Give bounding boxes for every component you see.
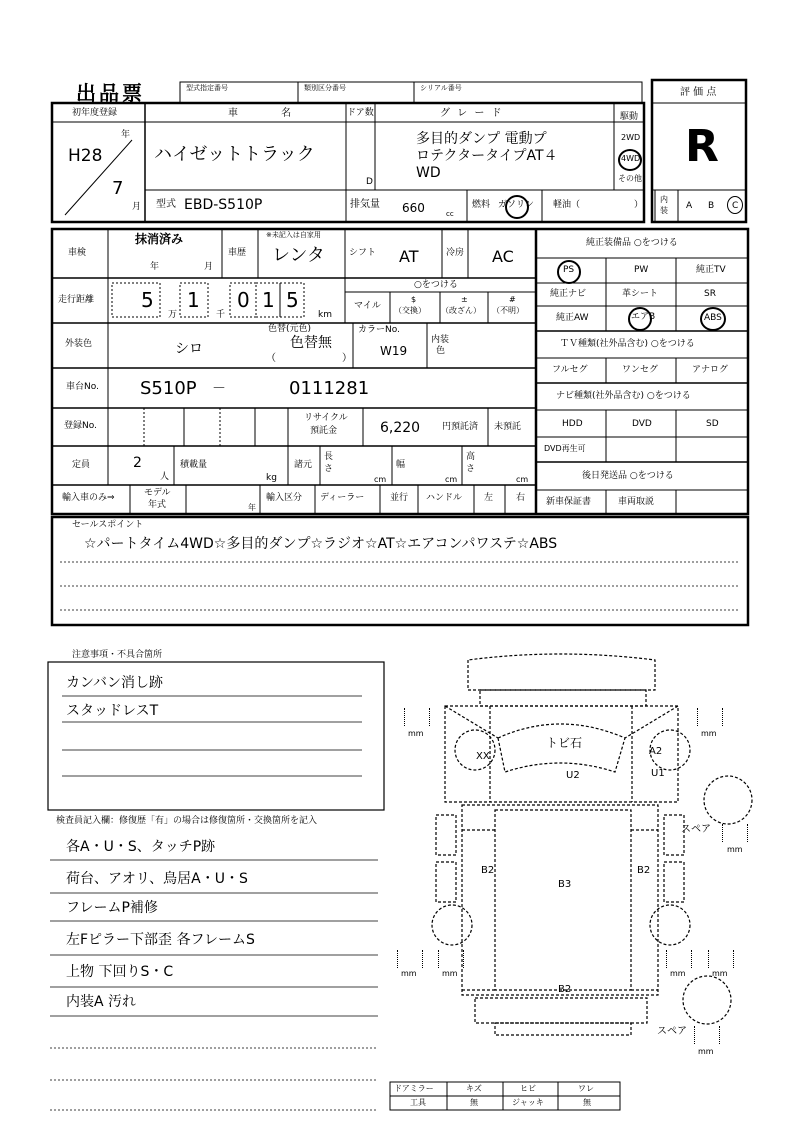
mileage-unit-man: 万 <box>168 310 178 320</box>
mileage-digit-4: 1 <box>262 288 275 312</box>
handle-right: 右 <box>516 493 526 503</box>
mileage-digit-2: 1 <box>187 288 200 312</box>
model-value: EBD-S510P <box>184 197 263 213</box>
equip-ps-circle <box>557 260 581 284</box>
mileage-altered: （改ざん） <box>441 306 481 315</box>
mileage-digit-3: 0 <box>237 288 250 312</box>
mileage-unit-km: km <box>318 310 332 320</box>
interior-c-circle <box>727 196 743 214</box>
height-unit: cm <box>516 475 529 484</box>
inspector-line-4: 左Fピラー下部歪 各フレームS <box>66 932 255 948</box>
acc-tool-label: 工具 <box>410 1098 426 1107</box>
capacity-value: 2 <box>133 455 142 471</box>
cooler-label: 冷房 <box>446 248 465 258</box>
mileage-circle-note: ○をつける <box>414 280 458 290</box>
paren-open: （ <box>266 353 276 364</box>
mm-rr1: mm <box>670 969 686 978</box>
spare-label-1: スペア <box>681 824 711 835</box>
mm-fl: mm <box>408 729 424 738</box>
chassis-number: 0111281 <box>289 378 370 399</box>
mm-rr2: mm <box>712 969 728 978</box>
fuel-label: 燃料 <box>472 200 491 210</box>
length-label-2: さ <box>324 464 334 474</box>
diagram-b3-label: B3 <box>558 879 572 890</box>
mileage-exchanged-mark: $ <box>411 295 417 304</box>
equip-airbag: エアB <box>631 312 656 322</box>
height-label-2: さ <box>466 464 476 474</box>
recycle-label-2: 預託金 <box>310 426 338 436</box>
import-parallel: 並行 <box>390 493 409 503</box>
equip-sr: SR <box>704 289 716 299</box>
equipment-title: 純正装備品 ○をつける <box>586 238 678 248</box>
dims-label: 諸元 <box>294 460 313 470</box>
sales-point-text: ☆パートタイム4WD☆多目的ダンプ☆ラジオ☆AT☆エアコンパワステ☆ABS <box>84 536 558 552</box>
handle-label: ハンドル <box>426 493 463 503</box>
chassis-prefix: S510P <box>140 378 197 399</box>
mm-box-rl2 <box>438 950 464 968</box>
grade-line2: ロテクタータイプAT４ <box>416 148 558 164</box>
diagram-xx-label: XX <box>476 751 490 762</box>
doors-unit: D <box>366 177 373 187</box>
mileage-digit-5: 5 <box>286 288 299 312</box>
diagram-b2-right-label: B2 <box>637 865 651 876</box>
mm-box-rl1 <box>397 950 423 968</box>
shift-value: AT <box>399 247 419 266</box>
score-value: R <box>685 121 719 172</box>
tv-oneseg: ワンセグ <box>622 365 659 375</box>
shift-label: シフト <box>349 248 377 258</box>
recycle-unit: 円預託済 <box>442 422 479 432</box>
mm-box-rr1 <box>666 950 692 968</box>
later-manual: 車両取説 <box>618 497 655 507</box>
mileage-altered-mark: ± <box>461 295 468 304</box>
shaken-value: 抹消済み <box>135 232 184 246</box>
class-label: 類別区分番号 <box>304 84 346 92</box>
tv-fullseg: フルセグ <box>552 365 588 375</box>
mileage-label: 走行距離 <box>58 295 95 305</box>
fuel-close: ） <box>634 200 644 210</box>
inspector-label: 検査員記入欄：修復歴「有」の場合は修復箇所・交換箇所を記入 <box>56 816 318 826</box>
exterior-color: シロ <box>175 341 203 357</box>
shaken-month-unit: 月 <box>204 262 214 272</box>
import-dealer: ディーラー <box>320 493 365 503</box>
diagram-windshield-label: トビ石 <box>546 736 583 750</box>
interior-a: A <box>686 201 693 211</box>
shaken-label: 車検 <box>68 248 87 258</box>
handle-left: 左 <box>484 493 494 503</box>
mm-spare1: mm <box>727 845 743 854</box>
color-no-label: カラーNo. <box>358 325 400 335</box>
car-name-label: 車 名 <box>228 108 312 119</box>
interior-label: 内 <box>660 195 668 204</box>
interior-color-label-2: 色 <box>436 346 446 356</box>
fuel-diesel: 軽油（ <box>553 200 581 210</box>
mm-box-fr <box>697 708 723 726</box>
model-label: 型式 <box>156 199 176 210</box>
exterior-label: 外装色 <box>65 339 93 349</box>
model-year-label: モデル <box>144 488 171 498</box>
mm-fr: mm <box>701 729 717 738</box>
diagram-u2-label: U2 <box>566 770 580 781</box>
sales-point-label: セールスポイント <box>72 520 144 530</box>
car-name: ハイゼットトラック <box>154 144 315 165</box>
interior-b: B <box>708 201 715 211</box>
equip-tv: 純正TV <box>696 265 726 275</box>
mileage-miles: マイル <box>354 301 381 311</box>
grade-label: グ レ ー ド <box>440 108 504 119</box>
grade-line3: WD <box>416 165 441 181</box>
history-label: 車歴 <box>228 248 247 258</box>
recycle-label: リサイクル <box>304 413 348 423</box>
mileage-unit-sen: 千 <box>216 310 226 320</box>
diagram-a2-label: A2 <box>649 746 663 757</box>
capacity-unit: 人 <box>160 472 170 482</box>
repaint-value: 色替無 <box>290 335 332 351</box>
import-label: 輸入車のみ⇒ <box>62 493 115 503</box>
drive-other: その他 <box>618 174 642 183</box>
mm-box-fl <box>404 708 430 726</box>
inspector-line-3: フレームP補修 <box>66 900 158 916</box>
grade-line1: 多目的ダンプ 電動プ <box>416 131 547 147</box>
reg-month: 7 <box>112 178 124 199</box>
import-category-label: 輸入区分 <box>266 493 303 503</box>
cooler-value: AC <box>492 247 514 266</box>
mm-rl1: mm <box>401 969 417 978</box>
equip-pw: PW <box>634 265 649 275</box>
serial-label: シリアル番号 <box>420 84 462 92</box>
load-label: 積載量 <box>180 460 208 470</box>
acc-tool-value: 無 <box>470 1098 478 1107</box>
equip-aw: 純正AW <box>556 313 589 323</box>
inspector-line-2: 荷台、アオリ、鳥居A・U・S <box>66 871 248 887</box>
diagram-u1-label: U1 <box>651 768 665 779</box>
equip-navi: 純正ナビ <box>550 289 587 299</box>
diagram-b2-left-label: B2 <box>481 865 495 876</box>
year-unit: 年 <box>121 130 131 140</box>
load-unit: kg <box>266 473 277 483</box>
later-warranty: 新車保証書 <box>546 497 592 507</box>
tv-analog: アナログ <box>692 365 729 375</box>
type-cert-label: 型式指定番号 <box>186 84 228 92</box>
form-title: 出品票 <box>76 81 145 105</box>
inspector-line-6: 内装A 汚れ <box>66 994 137 1010</box>
notes-line-1: カンバン消し跡 <box>66 675 164 691</box>
capacity-label: 定員 <box>72 460 91 470</box>
mileage-digit-1: 5 <box>141 288 154 312</box>
mileage-unknown-mark: # <box>509 295 516 304</box>
score-label: 評 価 点 <box>680 87 717 98</box>
navi-dvd: DVD <box>632 419 652 429</box>
width-unit: cm <box>445 475 458 484</box>
dvd-playback: DVD再生可 <box>544 444 586 453</box>
equip-ps: PS <box>563 265 575 275</box>
later-title: 後日発送品 ○をつける <box>582 471 674 481</box>
spare-label-2: スペア <box>657 1026 687 1037</box>
fuel-gasoline: ガソリン <box>498 200 535 210</box>
equip-airbag-circle <box>628 307 652 331</box>
model-year-unit: 年 <box>248 503 256 512</box>
navi-title: ナビ種類(社外品含む) ○をつける <box>556 391 691 401</box>
era-year: H28 <box>68 146 103 166</box>
repaint-label: 色替(元色) <box>268 324 312 334</box>
acc-jack-value: 無 <box>583 1098 591 1107</box>
cc-unit: cc <box>446 210 454 218</box>
shaken-year-unit: 年 <box>150 262 160 272</box>
interior-c: C <box>732 201 739 211</box>
cc-label: 排気量 <box>350 199 380 210</box>
tv-title: ＴＶ種類(社外品含む) ○をつける <box>560 339 695 349</box>
notes-label: 注意事項・不具合箇所 <box>72 650 163 660</box>
diagram-b2-rear-label: B2 <box>558 984 572 995</box>
drive-4wd: 4WD <box>621 154 641 163</box>
acc-header-crack: ヒビ <box>520 1084 536 1093</box>
mm-box-spare1 <box>722 824 748 842</box>
mm-spare2: mm <box>698 1047 714 1056</box>
length-unit: cm <box>374 475 387 484</box>
inspector-line-5: 上物 下回りS・C <box>66 964 174 980</box>
chassis-dash: － <box>212 381 226 397</box>
notes-line-2: スタッドレスT <box>66 703 159 719</box>
width-label: 幅 <box>396 460 406 470</box>
mm-box-rr2 <box>708 950 734 968</box>
recycle-unpaid: 未預託 <box>494 422 522 432</box>
mileage-exchanged: （交換） <box>394 306 426 315</box>
history-value: レンタ <box>272 245 325 266</box>
navi-hdd: HDD <box>562 419 583 429</box>
color-no: W19 <box>380 344 408 358</box>
drive-label: 駆動 <box>620 112 639 122</box>
length-label: 長 <box>324 452 334 462</box>
recycle-value: 6,220 <box>380 420 421 436</box>
equip-leather: 革シート <box>622 289 659 299</box>
drive-4wd-circle <box>618 149 642 171</box>
drive-2wd: 2WD <box>621 133 641 142</box>
equip-abs-circle <box>700 307 726 331</box>
acc-header-scratch: キズ <box>466 1084 482 1093</box>
interior-color-label: 内装 <box>431 335 450 345</box>
fuel-gasoline-circle <box>505 195 529 219</box>
mileage-unknown: （不明） <box>492 306 524 315</box>
interior-label-2: 装 <box>660 206 668 215</box>
height-label: 高 <box>466 452 476 462</box>
first-reg-label: 初年度登録 <box>72 108 118 118</box>
mm-box-spare2 <box>694 1026 720 1044</box>
registration-label: 登録No. <box>64 421 97 431</box>
equip-abs: ABS <box>704 313 722 323</box>
inspector-line-1: 各A・U・S、タッチP跡 <box>66 839 216 855</box>
history-note: ※未記入は自家用 <box>266 231 321 239</box>
model-year-label-2: 年式 <box>148 500 167 510</box>
paren-close: ） <box>342 353 352 364</box>
acc-jack-label: ジャッキ <box>512 1098 544 1107</box>
acc-header-broken: ワレ <box>578 1084 594 1093</box>
chassis-label: 車台No. <box>66 382 99 392</box>
navi-sd: SD <box>706 419 719 429</box>
mm-rl2: mm <box>442 969 458 978</box>
acc-header-mirror: ドアミラー <box>394 1084 434 1093</box>
month-unit: 月 <box>132 202 142 212</box>
doors-label: ドア数 <box>347 108 374 118</box>
cc-value: 660 <box>402 201 425 215</box>
